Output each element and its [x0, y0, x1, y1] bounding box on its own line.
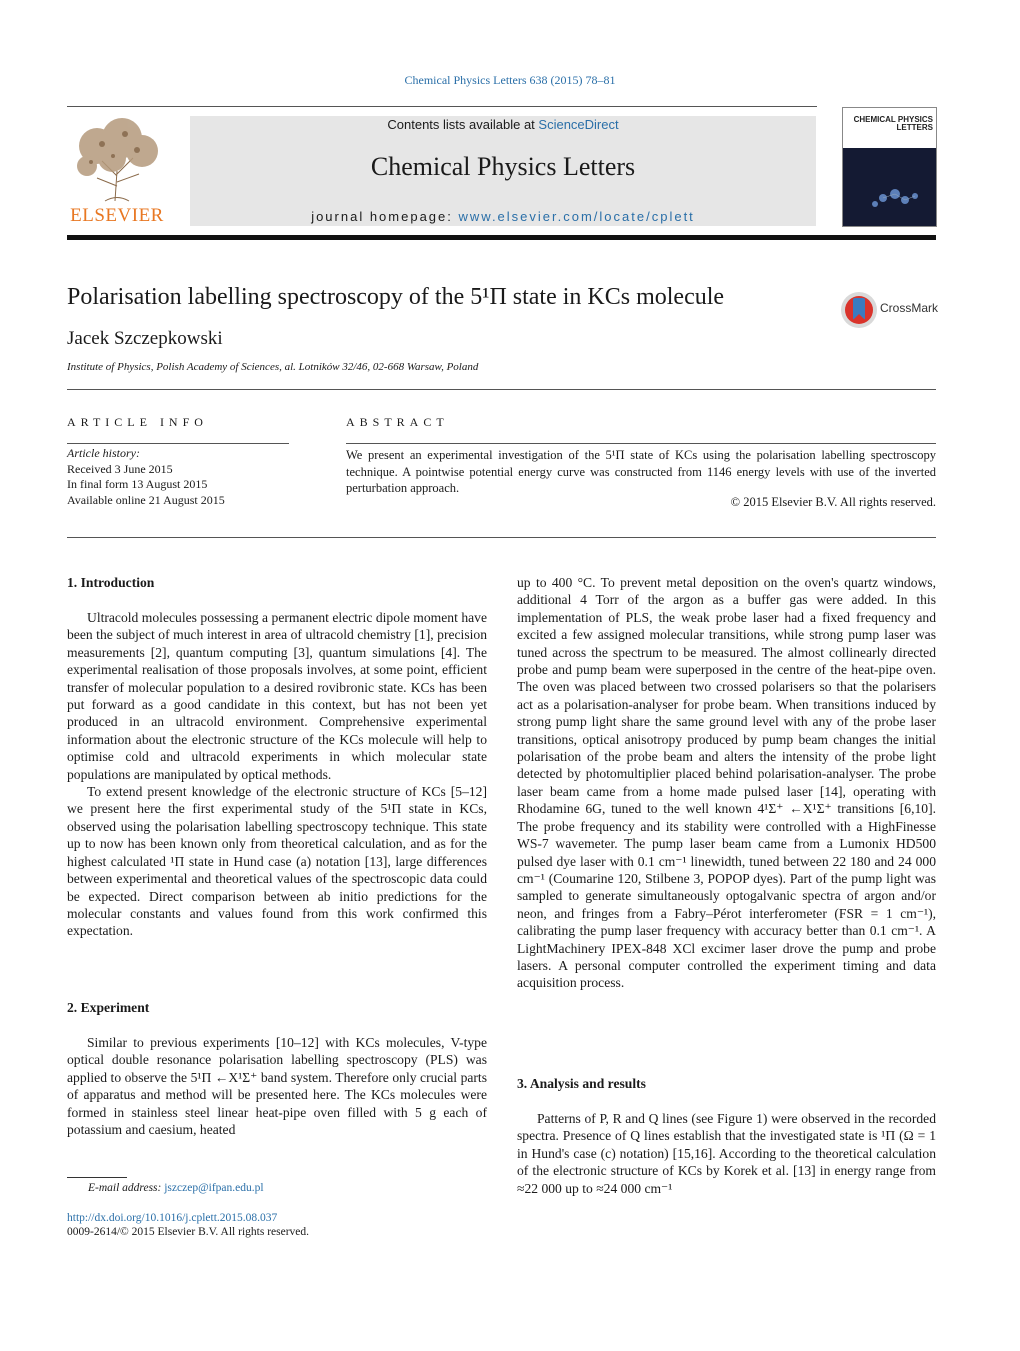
header-thick-rule	[67, 235, 936, 240]
section-2-heading: 2. Experiment	[67, 1000, 150, 1015]
crossmark-icon	[840, 290, 880, 330]
abstract-copyright: © 2015 Elsevier B.V. All rights reserved.	[730, 495, 936, 509]
issn-line: 0009-2614/© 2015 Elsevier B.V. All rights reserved.	[67, 1226, 310, 1238]
article-info-heading: ARTICLE INFO	[67, 415, 208, 429]
email-link[interactable]: jszczep@ifpan.edu.pl	[164, 1182, 264, 1194]
author-name: Jacek Szczepkowski	[67, 328, 223, 349]
author-affiliation: Institute of Physics, Polish Academy of Sciences, al. Lotników 32/46, 02-668 Warsaw, Poland	[67, 361, 479, 373]
elsevier-logo	[67, 116, 167, 228]
author-email	[88, 1182, 264, 1194]
homepage-link[interactable]: www.elsevier.com/locate/cplett	[458, 209, 695, 224]
cover-title: CHEMICAL PHYSICS LETTERS	[853, 115, 933, 132]
abstract-rule	[346, 443, 936, 444]
section-1-body	[67, 609, 487, 940]
homepage-line	[190, 209, 816, 224]
homepage-prefix: journal homepage:	[311, 209, 459, 224]
crossmark-label: CrossMark	[880, 301, 939, 315]
abstract-heading: ABSTRACT	[346, 415, 449, 429]
publisher-name: ELSEVIER	[70, 205, 164, 226]
crossmark-badge[interactable]	[840, 290, 940, 330]
received-date: Received 3 June 2015	[67, 461, 173, 476]
journal-reference[interactable]: Chemical Physics Letters 638 (2015) 78–81	[404, 73, 616, 87]
email-label: E-mail address:	[88, 1182, 165, 1194]
title-divider	[67, 389, 936, 390]
contents-prefix: Contents lists available at	[387, 117, 539, 132]
contents-line	[190, 117, 816, 132]
journal-name: Chemical Physics Letters	[370, 152, 636, 181]
history-label: Article history:	[67, 446, 140, 460]
doi-link[interactable]: http://dx.doi.org/10.1016/j.cplett.2015.08.037	[67, 1212, 278, 1224]
paragraph: up to 400 °C. To prevent metal deposition on the oven's quartz windows, additional 4 Torr of the argon as a buffer gas were added. In this implementation of PLS, the weak probe laser had a fixed frequency and excited a few assigned molecular transitions, while strong pump laser was tuned across the spectrum to be measured. The almost collinearly directed probe and pump beam were superposed in the centre of the heat-pipe oven. The oven was placed between two crossed polarisers so that the polarisers act as a polarisation-analyser for probe beam. When transitions induced by strong pump light share the same ground level with any of the probe laser transitions, optical anisotropy produced by pump beam changes the initial polarisation of the probe beam and alters the intensity of the probe light detected by photomultiplier placed behind polarisation-analyser. The probe laser beam came from a home made pulsed laser [14], operating with Rhodamine 6G, tuned to the well known 4¹Σ⁺ ←X¹Σ⁺ transitions [6,10]. The probe frequency and its stability were controlled with a HighFinesse WS-7 wavemeter. The pump laser beam came from a Lumonix HD500 pulsed dye laser with 0.1 cm⁻¹ linewidth, tuned between 22 180 and 24 000 cm⁻¹ (Coumarine 120, Stilbene 3, POPOP dyes). Part of the pump light was sampled to generate simultaneously optogalvanic spectra of argon and/or neon, and fringes from a Fabry–Pérot interferometer (FSR = 1 cm⁻¹), calibrating the pump laser frequency with accuracy better than 0.1 cm⁻¹. A LightMachinery IPEX-848 XCl excimer laser drove the pump and probe lasers. A personal computer controlled the experiment timing and data acquisition process.	[517, 575, 936, 991]
paragraph: To extend present knowledge of the electronic structure of KCs [5–12] we present here the first experimental study of the 5¹Π state in KCs, observed using the polarisation labelling spectroscopy technique. This state up to now has been known only from theoretical calculation, and as for the highest calculated ¹Π state in Hund case (a) notation [13], large differences between experimental and theoretical values of the spectroscopic data could be expected. Direct comparison between ab initio predictions for the molecular constants and values found from this work confirmed this expectation.	[67, 784, 487, 939]
section-3-heading: 3. Analysis and results	[517, 1076, 646, 1091]
header-divider	[67, 106, 817, 107]
section-2-continued	[517, 574, 936, 992]
section-2-body	[67, 1034, 487, 1138]
sciencedirect-link[interactable]: ScienceDirect	[538, 117, 619, 132]
paragraph: Similar to previous experiments [10–12] with KCs molecules, V-type optical double resonance polarisation labelling spectroscopy (PLS) was applied to observe the 5¹Π ←X¹Σ⁺ band system. Therefore only crucial parts of apparatus and method will be presented here. The KCs molecules were formed in stainless steel linear heat-pipe oven filled with 5 g each of potassium and caesium, heated	[67, 1035, 487, 1138]
final-form-date: In final form 13 August 2015	[67, 477, 208, 491]
article-history	[67, 446, 225, 508]
info-rule	[67, 443, 289, 444]
section-3-body	[517, 1110, 936, 1197]
abstract-text: We present an experimental investigation of the 5¹Π state of KCs using the polarisation labelling spectroscopy technique. A pointwise potential energy curve was constructed from 1146 energy levels with use of the inverted perturbation approach.	[346, 448, 936, 495]
paragraph: Patterns of P, R and Q lines (see Figure 1) were observed in the recorded spectra. Presence of Q lines establish that the investigated state is ¹Π (Ω = 1 in Hund's case (c) notation) [15,16]. According to the theoretical calculation of the electronic structure of KCs by Korek et al. [13] in energy range from ≈22 000 up to ≈24 000 cm⁻¹	[517, 1111, 936, 1196]
online-date: Available online 21 August 2015	[67, 492, 225, 507]
abstract-divider	[67, 537, 936, 538]
footnote-rule	[67, 1177, 127, 1178]
cover-image-icon	[843, 148, 936, 226]
paragraph: Ultracold molecules possessing a permanent electric dipole moment have been the subject of much interest in area of ultracold chemistry [1], precision measurements [2], quantum computing [3], quantum simulations [4]. The experimental realisation of those proposals involves, at some point, efficient transfer of molecular population to a desired rovibronic state. KCs has been put forward as a good candidate in this context, but has not been yet produced in an ultracold environment. Comprehensive experimental information about the electronic structure of the KCs molecule will help to optimise cold and ultracold experiments in which molecular state populations are manipulated by optical methods.	[67, 610, 487, 782]
journal-cover	[842, 107, 937, 227]
article-title: Polarisation labelling spectroscopy of the 5¹Π state in KCs molecule	[67, 284, 725, 310]
section-1-heading: 1. Introduction	[67, 575, 155, 590]
